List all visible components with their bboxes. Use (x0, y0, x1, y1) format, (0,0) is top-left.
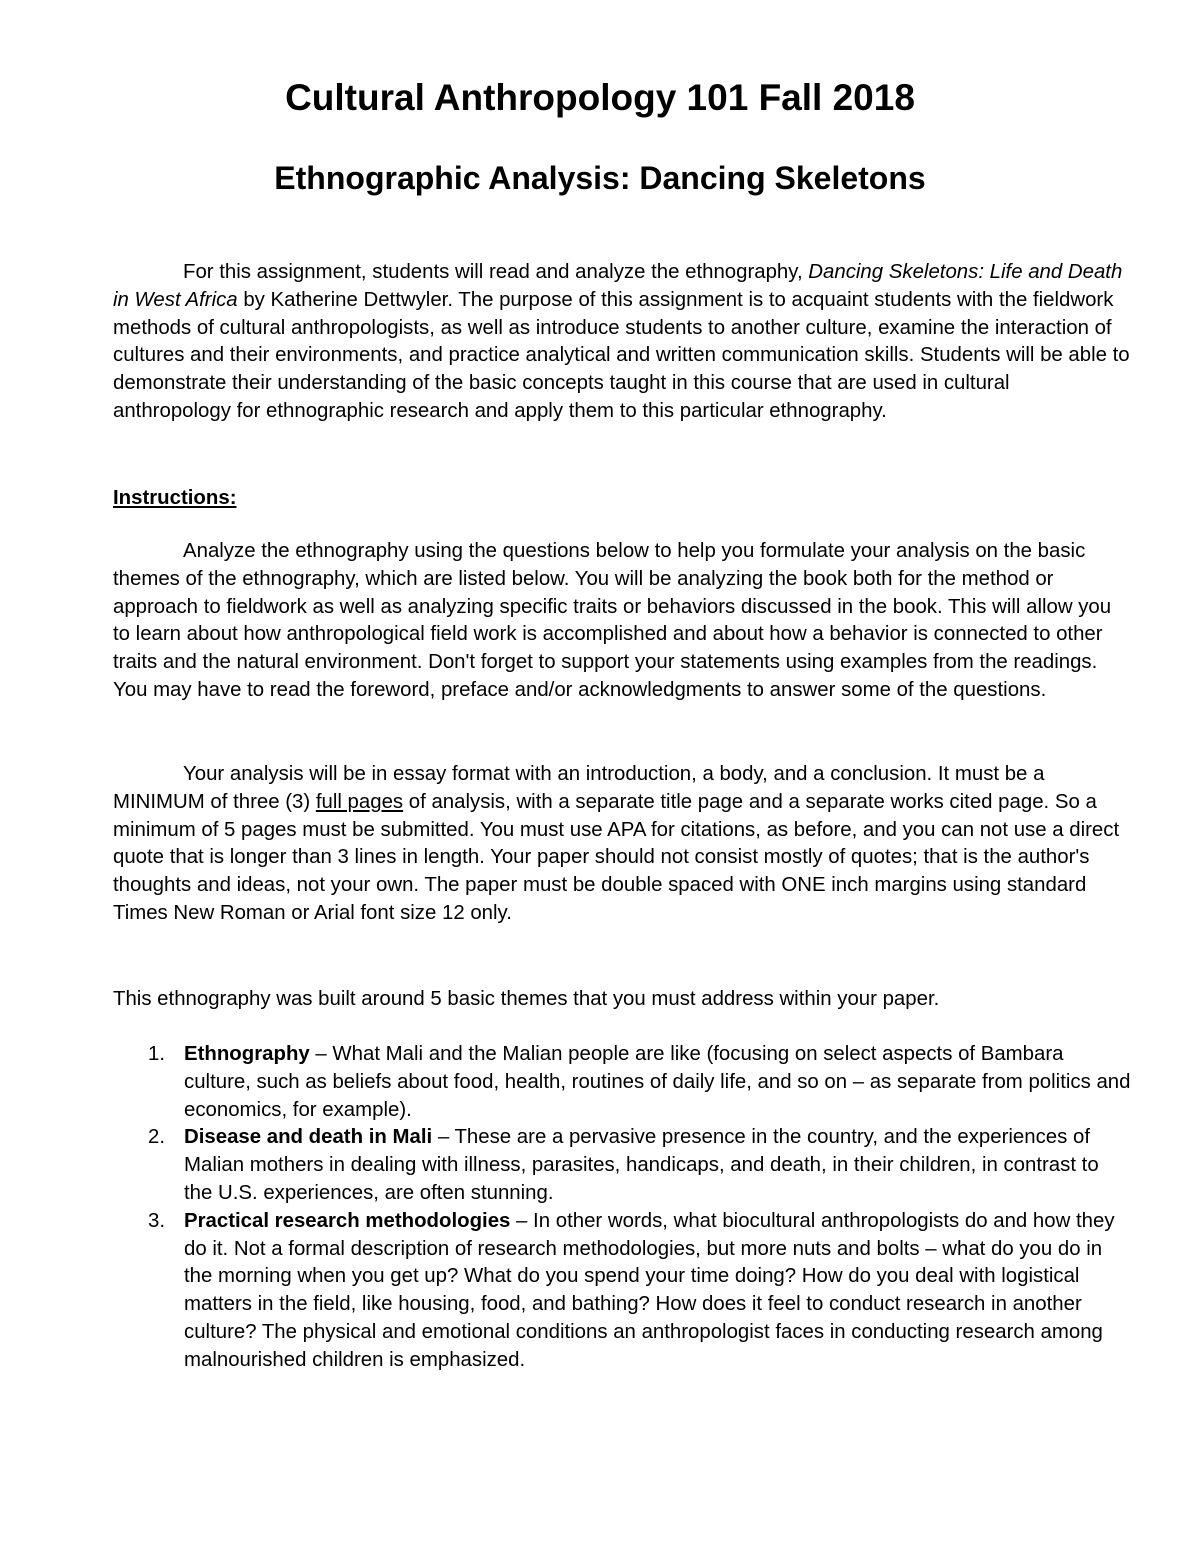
themes-list (113, 1041, 1131, 1375)
analysis-paragraph: Analyze the ethnography using the questions below to help you formulate your analysis on the basic themes of the ethnography, which are listed below. You will be analyzing the book both for the method or approach to fieldwork as well as analyzing specific traits or behaviors discussed in the book. This will allow you to learn about how anthropological field work is accomplished and about how a behavior is connected to other traits and the natural environment. Don't forget to support your statements using examples from the readings. You may have to read the foreword, preface and/or acknowledgments to answer some of the questions. (113, 540, 1112, 701)
document-subtitle: Ethnographic Analysis: Dancing Skeletons (274, 160, 926, 196)
list-item-number: 1. (148, 1043, 166, 1065)
list-item-number: 2. (148, 1126, 166, 1149)
list-item (113, 1041, 1131, 1124)
list-item-term: Disease and death in Mali (184, 1126, 433, 1149)
intro-paragraph (113, 259, 1131, 426)
list-item (113, 1124, 1131, 1207)
list-item-text: – In other words, what biocultural anthropologists do and how they do it. Not a formal description of research methodologies, but more nuts and bolts – what do you do in the morning when you get up? What do you spend your time doing? How do you deal with logistical matters in the field, like housing, food, and bathing? How does it feel to conduct research in another culture? The physical and emotional conditions an anthropologist faces in conducting research among malnourished children is emphasized. (184, 1209, 1115, 1371)
format-after: of analysis, with a separate title page and a separate works cited page. So a minimum of 5 pages must be submitted. You must use APA for citations, as before, and you can not use a direct quote that is longer than 3 lines in length. Your paper should not consist mostly of quotes; that is the author's thoughts and ideas, not your own. The paper must be double spaced with ONE inch margins using standard Times New Roman or Arial font size 12 only. (113, 790, 1120, 924)
list-item-term: Ethnography (184, 1043, 310, 1065)
format-paragraph (113, 761, 1131, 928)
list-item-term: Practical research methodologies (184, 1209, 511, 1232)
list-item (113, 1208, 1131, 1375)
themes-intro: This ethnography was built around 5 basic themes that you must address within your paper. (113, 988, 940, 1010)
intro-rest: by Katherine Dettwyler. The purpose of this assignment is to acquaint students with the fieldwork methods of cultural anthropologists, as well as introduce students to another culture, examine the interaction of cultures and their environments, and practice analytical and written communication skills. Students will be able to demonstrate their understanding of the basic concepts taught in this course that are used in cultural anthropology for ethnographic research and apply them to this particular ethnography. (113, 288, 1130, 422)
list-item-number: 3. (148, 1209, 166, 1232)
instructions-heading: Instructions: (113, 487, 237, 509)
list-item-text: – What Mali and the Malian people are like (focusing on select aspects of Bambara culture, such as beliefs about food, health, routines of daily life, and so on – as separate from politics and economics, for example). (184, 1043, 1131, 1121)
intro-lead: For this assignment, students will read and analyze the ethnography, (183, 261, 809, 283)
full-pages-emphasis: full pages (315, 790, 404, 813)
format-before: Your analysis will be in essay format with an introduction, a body, and a conclusion. It must be a MINIMUM of three (3) (113, 763, 1045, 813)
document-title: Cultural Anthropology 101 Fall 2018 (285, 77, 915, 118)
list-item-text: – These are a pervasive presence in the country, and the experiences of Malian mothers in dealing with illness, parasites, handicaps, and death, in their children, in contrast to the U.S. experiences, are often stunning. (184, 1126, 1099, 1204)
book-title: Dancing Skeletons: Life and Death in West Africa (113, 261, 1123, 311)
